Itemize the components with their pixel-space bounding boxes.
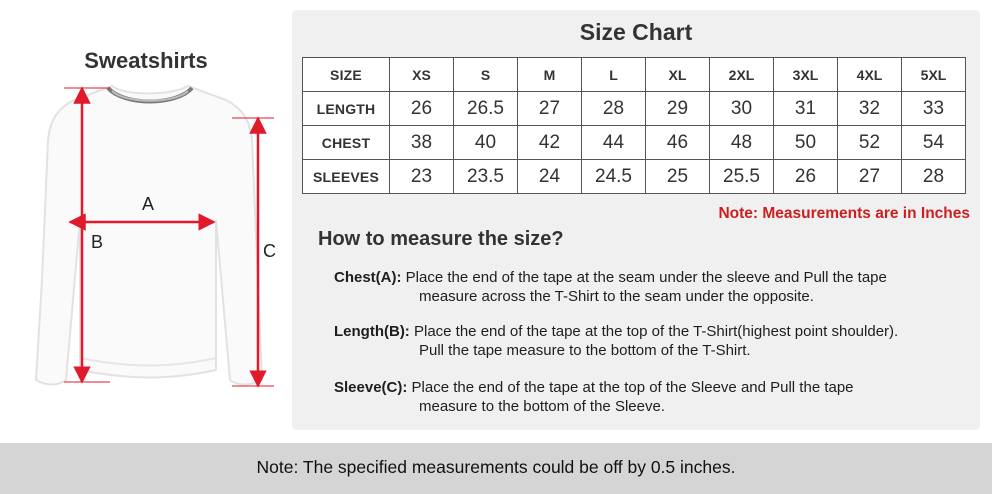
size-chart-title: Size Chart: [579, 19, 693, 45]
table-cell: 33: [902, 92, 966, 126]
sweatshirt-diagram: [20, 80, 310, 400]
table-cell: 24: [518, 160, 582, 194]
instruction-text: Place the end of the tape at the top of the Sleeve and Pull the tape: [411, 379, 854, 396]
instruction-text-cont: Pull the tape measure to the bottom of the T-Shirt.: [419, 342, 751, 359]
table-cell: 46: [646, 126, 710, 160]
table-row: [303, 160, 966, 194]
table-cell: 26: [390, 92, 454, 126]
label-a: A: [142, 194, 155, 214]
table-cell: 27: [838, 160, 902, 194]
size-column-header: 4XL: [838, 58, 902, 92]
size-column-header: 5XL: [902, 58, 966, 92]
table-row: [303, 126, 966, 160]
instruction-label: Chest(A):: [334, 269, 402, 286]
table-cell: 23.5: [454, 160, 518, 194]
footer-note: Note: The specified measurements could be off by 0.5 inches.: [256, 457, 736, 477]
instruction-chest: [334, 268, 974, 306]
instruction-length: [334, 322, 974, 360]
table-cell: 25.5: [710, 160, 774, 194]
garment-title: Sweatshirts: [84, 48, 208, 73]
instruction-sleeve: [334, 378, 974, 416]
size-table: [302, 57, 966, 194]
size-column-header: L: [582, 58, 646, 92]
size-column-header: S: [454, 58, 518, 92]
size-column-header: XS: [390, 58, 454, 92]
table-cell: 38: [390, 126, 454, 160]
table-cell: 30: [710, 92, 774, 126]
instruction-text: Place the end of the tape at the top of the T-Shirt(highest point shoulder).: [413, 323, 899, 340]
table-cell: 52: [838, 126, 902, 160]
table-cell: 44: [582, 126, 646, 160]
table-cell: 28: [902, 160, 966, 194]
table-cell: 50: [774, 126, 838, 160]
table-cell: 31: [774, 92, 838, 126]
units-note: Note: Measurements are in Inches: [718, 205, 970, 222]
size-table-header-row: [303, 58, 966, 92]
how-to-measure-title: How to measure the size?: [318, 228, 564, 250]
table-cell: 27: [518, 92, 582, 126]
table-cell: 24.5: [582, 160, 646, 194]
size-column-header: 3XL: [774, 58, 838, 92]
instruction-text-cont: measure to the bottom of the Sleeve.: [419, 398, 665, 415]
instruction-text-cont: measure across the T-Shirt to the seam under the opposite.: [419, 288, 814, 305]
instruction-label: Length(B):: [334, 323, 410, 340]
sweatshirt-outline: [36, 86, 262, 385]
table-cell: 23: [390, 160, 454, 194]
size-column-header: 2XL: [710, 58, 774, 92]
table-cell: 40: [454, 126, 518, 160]
label-c: C: [263, 241, 276, 261]
row-label: SLEEVES: [303, 160, 390, 194]
table-cell: 32: [838, 92, 902, 126]
table-cell: 26.5: [454, 92, 518, 126]
table-cell: 25: [646, 160, 710, 194]
row-label: CHEST: [303, 126, 390, 160]
label-b: B: [91, 232, 104, 252]
table-cell: 29: [646, 92, 710, 126]
instruction-label: Sleeve(C):: [334, 379, 408, 396]
table-row: [303, 92, 966, 126]
size-header-cell: SIZE: [303, 58, 390, 92]
instruction-text: Place the end of the tape at the seam under the sleeve and Pull the tape: [405, 269, 887, 286]
row-label: LENGTH: [303, 92, 390, 126]
table-cell: 48: [710, 126, 774, 160]
table-cell: 26: [774, 160, 838, 194]
size-column-header: XL: [646, 58, 710, 92]
size-column-header: M: [518, 58, 582, 92]
table-cell: 42: [518, 126, 582, 160]
table-cell: 28: [582, 92, 646, 126]
table-cell: 54: [902, 126, 966, 160]
